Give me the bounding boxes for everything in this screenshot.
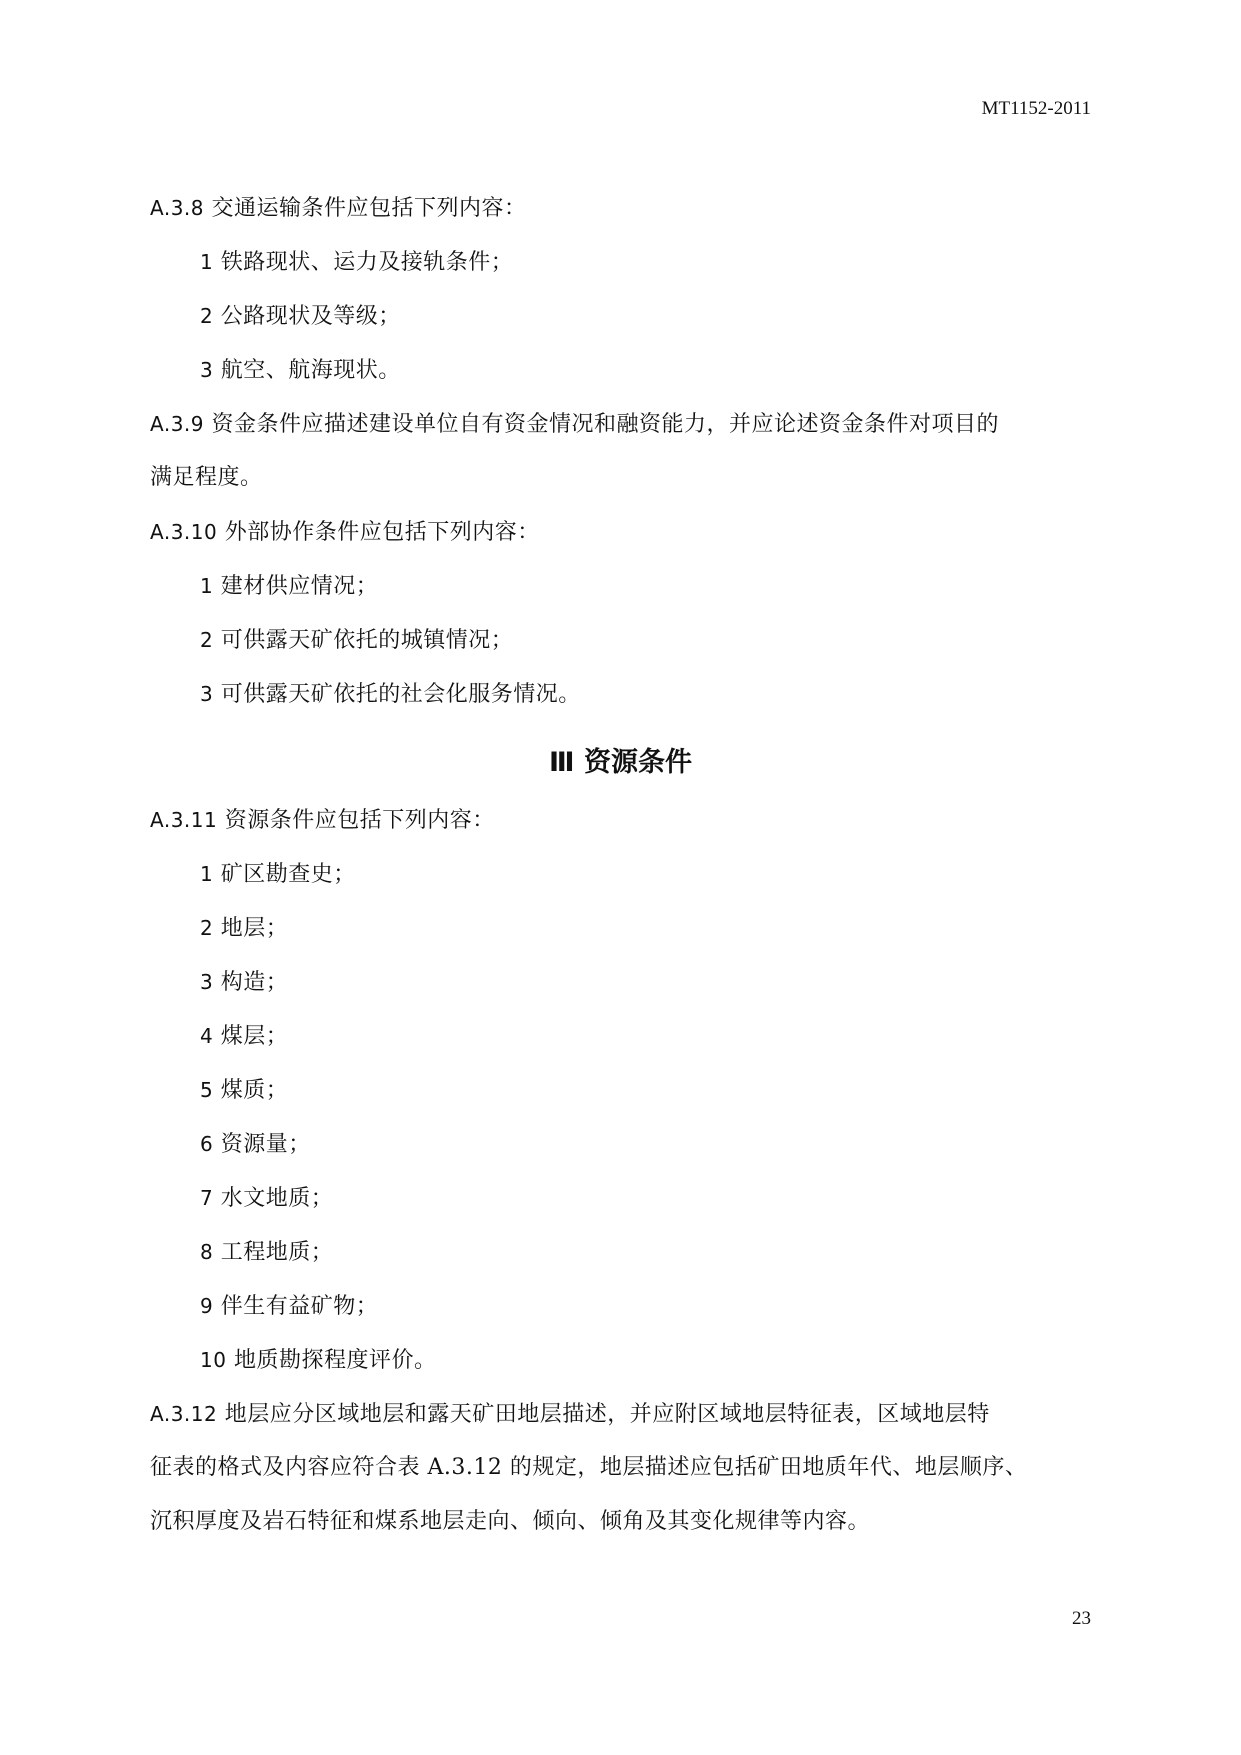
list-item (200, 1075, 288, 1106)
list-item (200, 1183, 333, 1214)
list-item (200, 967, 288, 998)
item-text: 地层； (213, 916, 289, 941)
list-item (200, 1021, 288, 1052)
section-heading: Ⅲ 资源条件 (549, 747, 692, 778)
item-text: 伴生有益矿物； (213, 1294, 379, 1319)
item-number: 1 (200, 250, 214, 274)
item-text: 公路现状及等级； (213, 304, 401, 329)
list-item (200, 679, 581, 710)
item-number: 3 (200, 970, 214, 994)
clause-text: 地层应分区域地层和露天矿田地层描述，并应附区域地层特征表，区域地层特 (217, 1402, 990, 1427)
item-text: 构造； (213, 970, 289, 995)
clause-number: A.3.10 (150, 520, 218, 544)
clause-number: A.3.9 (150, 412, 204, 436)
clause-text: 资源条件应包括下列内容： (217, 808, 495, 833)
item-number: 3 (200, 358, 214, 382)
clause-a-3-12 (150, 1399, 990, 1430)
item-text: 铁路现状、运力及接轨条件； (213, 250, 514, 275)
list-item (200, 301, 401, 332)
list-item (200, 1291, 378, 1322)
item-number: 7 (200, 1186, 214, 1210)
item-number: 2 (200, 916, 214, 940)
item-text: 煤质； (213, 1078, 289, 1103)
item-number: 2 (200, 304, 214, 328)
item-text: 地质勘探程度评价。 (226, 1348, 437, 1373)
list-item (200, 859, 356, 890)
clause-continuation (150, 1453, 1027, 1483)
clause-number: A.3.8 (150, 196, 204, 220)
page-number: 23 (1072, 1608, 1091, 1629)
list-item (200, 355, 401, 386)
item-number: 2 (200, 628, 214, 652)
item-number: 8 (200, 1240, 214, 1264)
list-item (200, 1129, 311, 1160)
list-item (200, 913, 288, 944)
clause-text: 沉积厚度及岩石特征和煤系地层走向、倾向、倾角及其变化规律等内容。 (150, 1509, 871, 1534)
clause-number: A.3.12 (150, 1402, 218, 1426)
document-code: MT1152-2011 (981, 98, 1091, 119)
clause-number: A.3.11 (150, 808, 218, 832)
clause-a-3-11 (150, 805, 495, 836)
item-text: 建材供应情况； (213, 574, 379, 599)
clause-continuation (150, 1507, 870, 1537)
list-item (200, 1237, 333, 1268)
clause-text: 资金条件应描述建设单位自有资金情况和融资能力，并应论述资金条件对项目的 (204, 412, 999, 437)
list-item (200, 1345, 436, 1376)
item-text: 可供露天矿依托的城镇情况； (213, 628, 514, 653)
item-number: 1 (200, 862, 214, 886)
item-text: 水文地质； (213, 1186, 334, 1211)
item-text: 资源量； (213, 1132, 311, 1157)
clause-continuation (150, 463, 263, 493)
list-item (200, 247, 513, 278)
item-number: 4 (200, 1024, 214, 1048)
list-item (200, 571, 378, 602)
item-number: 9 (200, 1294, 214, 1318)
item-text: 矿区勘查史； (213, 862, 356, 887)
item-text: 可供露天矿依托的社会化服务情况。 (213, 682, 581, 707)
item-number: 10 (200, 1348, 227, 1372)
item-text: 煤层； (213, 1024, 289, 1049)
clause-a-3-10 (150, 517, 540, 548)
item-text: 工程地质； (213, 1240, 334, 1265)
item-number: 5 (200, 1078, 214, 1102)
clause-text: 征表的格式及内容应符合表 A.3.12 的规定，地层描述应包括矿田地质年代、地层顺序、 (150, 1455, 1028, 1480)
list-item (200, 625, 513, 656)
clause-a-3-9 (150, 409, 999, 440)
item-number: 6 (200, 1132, 214, 1156)
clause-text: 交通运输条件应包括下列内容： (204, 196, 527, 221)
item-text: 航空、航海现状。 (213, 358, 401, 383)
item-number: 1 (200, 574, 214, 598)
clause-text: 外部协作条件应包括下列内容： (217, 520, 540, 545)
item-number: 3 (200, 682, 214, 706)
clause-text: 满足程度。 (150, 465, 263, 490)
clause-a-3-8 (150, 193, 527, 224)
